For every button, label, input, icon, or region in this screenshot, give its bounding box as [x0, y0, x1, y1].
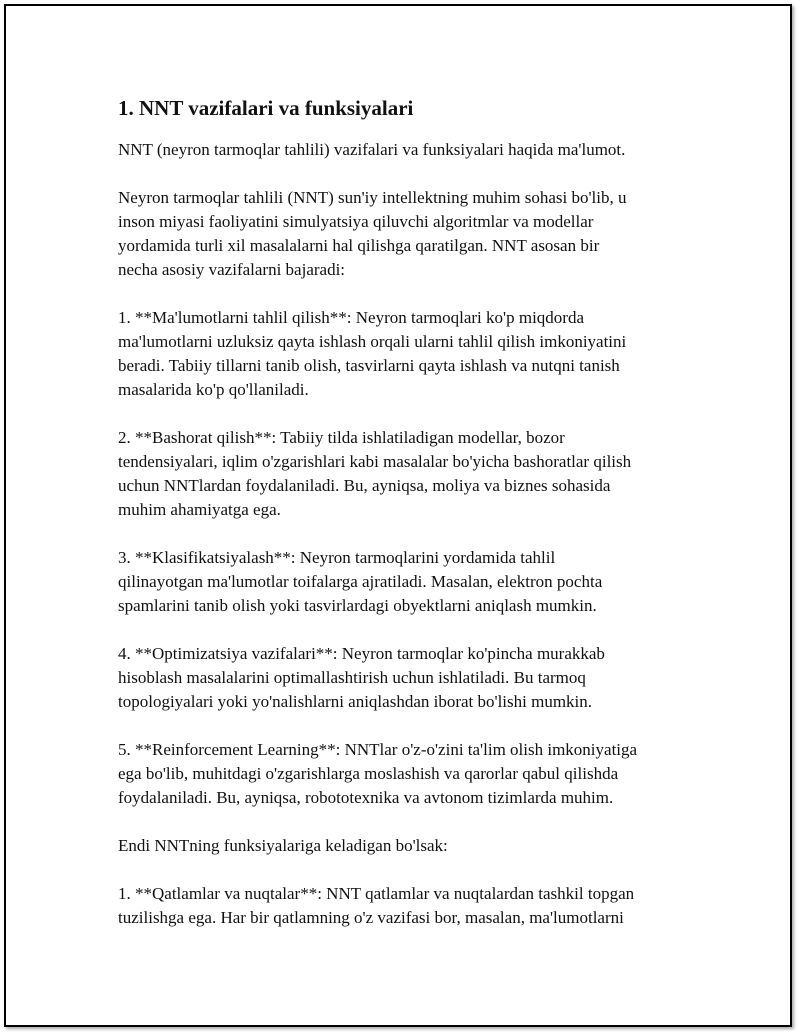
text-line: masalarida ko'p qo'llaniladi. — [118, 380, 309, 399]
text-line: muhim ahamiyatga ega. — [118, 500, 281, 519]
text-line: spamlarini tanib olish yoki tasvirlardagi obyektlarni aniqlash mumkin. — [118, 596, 597, 615]
text-line: inson miyasi faoliyatini simulyatsiya qiluvchi algoritmlar va modellar — [118, 212, 594, 231]
text-line: hisoblash masalalarini optimallashtirish uchun ishlatiladi. Bu tarmoq — [118, 668, 586, 687]
text-line: tuzilishga ega. Har bir qatlamning o'z vazifasi bor, masalan, ma'lumotlarni — [118, 908, 624, 927]
paragraph — [118, 138, 708, 162]
document-title: 1. NNT vazifalari va funksiyalari — [118, 96, 414, 120]
text-line: 5. **Reinforcement Learning**: NNTlar o'z-o'zini ta'lim olish imkoniyatiga — [118, 740, 638, 759]
paragraph — [118, 642, 708, 714]
text-line: 1. **Qatlamlar va nuqtalar**: NNT qatlamlar va nuqtalardan tashkil topgan — [118, 884, 635, 903]
paragraph — [118, 546, 708, 618]
text-line: yordamida turli xil masalalarni hal qilishga qaratilgan. NNT asosan bir — [118, 236, 600, 255]
text-line: 2. **Bashorat qilish**: Tabiiy tilda ishlatiladigan modellar, bozor — [118, 428, 565, 447]
paragraph-list — [118, 138, 708, 930]
text-line: Neyron tarmoqlar tahlili (NNT) sun'iy intellektning muhim sohasi bo'lib, u — [118, 188, 627, 207]
text-line: 3. **Klasifikatsiyalash**: Neyron tarmoqlarini yordamida tahlil — [118, 548, 556, 567]
paragraph — [118, 834, 708, 858]
text-line: ma'lumotlarni uzluksiz qayta ishlash orqali ularni tahlil qilish imkoniyatini — [118, 332, 627, 351]
paragraph — [118, 426, 708, 522]
text-line: uchun NNTlardan foydalaniladi. Bu, ayniqsa, moliya va biznes sohasida — [118, 476, 611, 495]
text-line: ega bo'lib, muhitdagi o'zgarishlarga moslashish va qarorlar qabul qilishda — [118, 764, 619, 783]
paragraph — [118, 306, 708, 402]
text-line: foydalaniladi. Bu, ayniqsa, robototexnika va avtonom tizimlarda muhim. — [118, 788, 614, 807]
paragraph — [118, 738, 708, 810]
text-line: beradi. Tabiiy tillarni tanib olish, tasvirlarni qayta ishlash va nutqni tanish — [118, 356, 620, 375]
text-line: NNT (neyron tarmoqlar tahlili) vazifalari va funksiyalari haqida ma'lumot. — [118, 140, 626, 159]
paragraph — [118, 186, 708, 282]
text-line: 4. **Optimizatsiya vazifalari**: Neyron tarmoqlar ko'pincha murakkab — [118, 644, 605, 663]
paragraph — [118, 882, 708, 930]
text-line: 1. **Ma'lumotlarni tahlil qilish**: Neyron tarmoqlari ko'p miqdorda — [118, 308, 584, 327]
text-line: qilinayotgan ma'lumotlar toifalarga ajratiladi. Masalan, elektron pochta — [118, 572, 603, 591]
text-line: necha asosiy vazifalarni bajaradi: — [118, 260, 346, 279]
text-line: Endi NNTning funksiyalariga keladigan bo'lsak: — [118, 836, 448, 855]
document-content — [118, 94, 708, 954]
document-page — [4, 4, 792, 1027]
text-line: topologiyalari yoki yo'nalishlarni aniqlashdan iborat bo'lishi mumkin. — [118, 692, 593, 711]
text-line: tendensiyalari, iqlim o'zgarishlari kabi masalalar bo'yicha bashoratlar qilish — [118, 452, 632, 471]
